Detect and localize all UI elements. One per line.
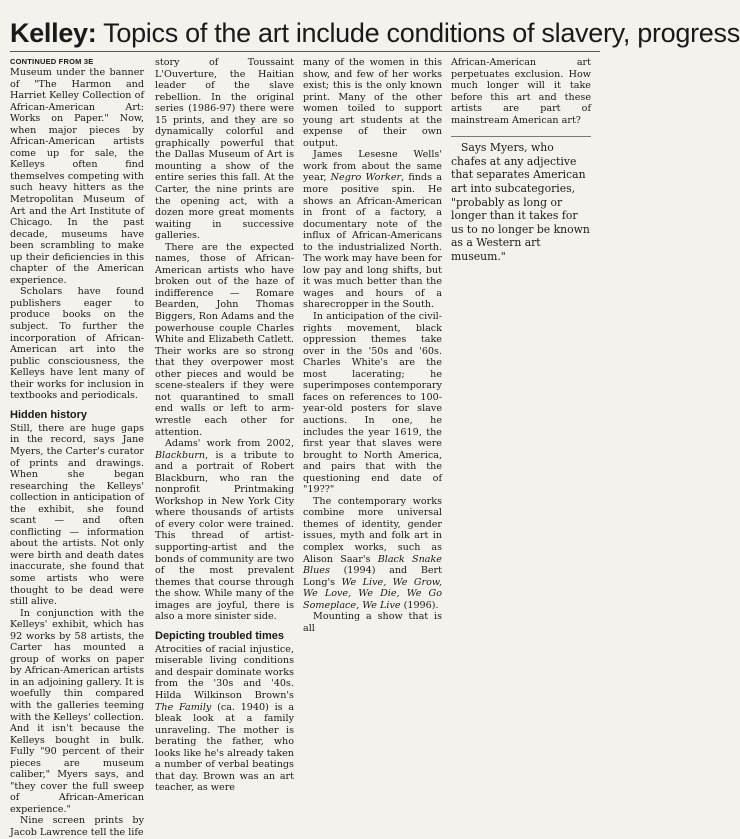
text-span: (ca. 1940) is a bleak look at a family unraveling. The mother is berating the father, who looks like he's already taken a number of verbal beatings that day. Brown was an art teacher, as were <box>155 701 294 794</box>
text-span: Adams' work from 2002, <box>165 438 294 450</box>
closing-quote <box>451 136 591 263</box>
paragraph <box>155 438 294 623</box>
paragraph: Nine screen prints by Jacob Lawrence tell the life <box>10 815 144 838</box>
text-span: , finds a more positive spin. He shows an African-American in front of a factory, a documentary note of the influx of African-Americans to the industrialized North. The work may have been for low pay and long shifts, but it was much better than the wages and hours of a sharecropper in the South. <box>303 172 442 311</box>
subhead-hidden-history: Hidden history <box>10 408 88 421</box>
paragraph: story of Toussaint L'Ouverture, the Haitian leader of the slave rebellion. In the original series (1986-97) there were 15 prints, and they are so dynamically colorful and graphically powerful that the Dallas Museum of Art is mounting a show of the entire series this fall. At the Carter, the nine prints are the opening act, with a dozen more great moments waiting in successive galleries. <box>155 57 294 242</box>
artwork-title: The Family <box>155 701 212 713</box>
paragraph: There are the expected names, those of African-American artists who have broken out of the haze of indifference — Romare Bearden, John Thomas Biggers, Ron Adams and the powerhouse couple Charles White and Elizabeth Catlett. Their works are so strong that they overpower most other pieces and would be scene-stealers if they were not quarantined to small end walls or left to arm-wrestle each other for attention. <box>155 241 294 438</box>
headline-rule <box>10 51 600 52</box>
artwork-title: Negro Worker <box>330 172 402 184</box>
artwork-title: We Live, We Grow, We Love, We Die, We Go Someplace, We Live <box>303 576 442 611</box>
headline-rest: Topics of the art include conditions of slavery, progress <box>96 18 740 48</box>
article-column-4 <box>451 57 591 264</box>
artwork-title: Black Snake Blues <box>303 553 442 577</box>
text-span: (1996). <box>400 599 439 611</box>
paragraph: many of the women in this show, and few of her works exist; this is the only known print. Many of the other women toiled to support young art students at the expense of their own output. <box>303 57 442 149</box>
dateline: CONTINUED FROM 3E <box>10 57 94 66</box>
paragraph <box>303 149 442 311</box>
paragraph: African-American art perpetuates exclusion. How much longer will it take before this art and these artists are part of mainstream American art? <box>451 57 591 126</box>
paragraph: Mounting a show that is all <box>303 611 442 634</box>
headline <box>10 18 740 48</box>
headline-name: Kelley: <box>10 18 97 48</box>
paragraph: Scholars have found publishers eager to produce books on the subject. To further the incorporation of African-American art into the public consciousness, the Kelleys have lent many of their works for inclusion in textbooks and periodicals. <box>10 286 144 402</box>
artwork-title: Blackburn <box>155 449 206 461</box>
text-span: Atrocities of racial injustice, miserable living conditions and despair dominate works from the '30s and '40s. Hilda Wilkinson Brown's <box>155 643 294 701</box>
paragraph: In conjunction with the Kelleys' exhibit, which has 92 works by 58 artists, the Carter has mounted a group of works on paper by African-American artists in an adjoining gallery. It is woefully thin compared with the galleries teeming with the Kelleys' collection. And it isn't because the Kelleys bought in bulk. Fully "90 percent of their pieces are museum caliber," Myers says, and "they cover the full sweep of African-American experience." <box>10 607 144 815</box>
text-span: (1994) and Bert Long's <box>303 565 442 588</box>
paragraph: Museum under the banner of "The Harmon and Harriet Kelley Collection of African-American Art: Works on Paper." Now, when major pieces by African-American artists come up for sale, the Kelleys often find themselves competing with such heavy hitters as the Metropolitan Museum of Art and the Art Institute of Chicago. In the past decade, museums have been scrambling to make up their deficiencies in this chapter of the American experience. <box>10 67 144 286</box>
paragraph: Still, there are huge gaps in the record, says Jane Myers, the Carter's curator of prints and drawings. When she began researching the Kelleys' collection in anticipation of the exhibit, she found scant — and often conflicting — information about the artists. Not only were birth and death dates inaccurate, she found that some artists who were thought to be dead were still alive. <box>10 422 144 608</box>
article-column-3 <box>303 57 442 634</box>
article-column-1 <box>10 57 144 839</box>
paragraph: Says Myers, who chafes at any adjective that separates American art into subcategories, "probably as long or longer than it takes for us to no longer be known as a Western art museum." <box>451 141 590 264</box>
text-span: , is a tribute to and a portrait of Robert Blackburn, who ran the nonprofit Printmaking Workshop in New York City where thousands of artists of every color were trained. This thread of artist-supporting-artist and the bonds of community are two of the most prevalent themes that course through the show. While many of the images are joyful, there is also a more sinister side. <box>155 449 294 623</box>
subhead-depicting-troubled-times: Depicting troubled times <box>155 629 284 642</box>
paragraph <box>303 496 442 611</box>
paragraph: In anticipation of the civil-rights movement, black oppression themes take over in the '50s and '60s. Charles White's are the most lacerating; he superimposes contemporary faces on references to 100-year-old posters for slave auctions. In one, he includes the year 1619, the first year that slaves were brought to North America, and pairs that with the questioning end date of "19??" <box>303 311 442 496</box>
text-span: The contemporary works combine more universal themes of identity, gender issues, myth and folk art in complex works, such as Alison Saar's <box>303 495 442 565</box>
paragraph <box>155 644 294 794</box>
article-column-2 <box>155 57 294 794</box>
text-span: James Lesesne Wells' work from about the same year, <box>303 149 442 184</box>
